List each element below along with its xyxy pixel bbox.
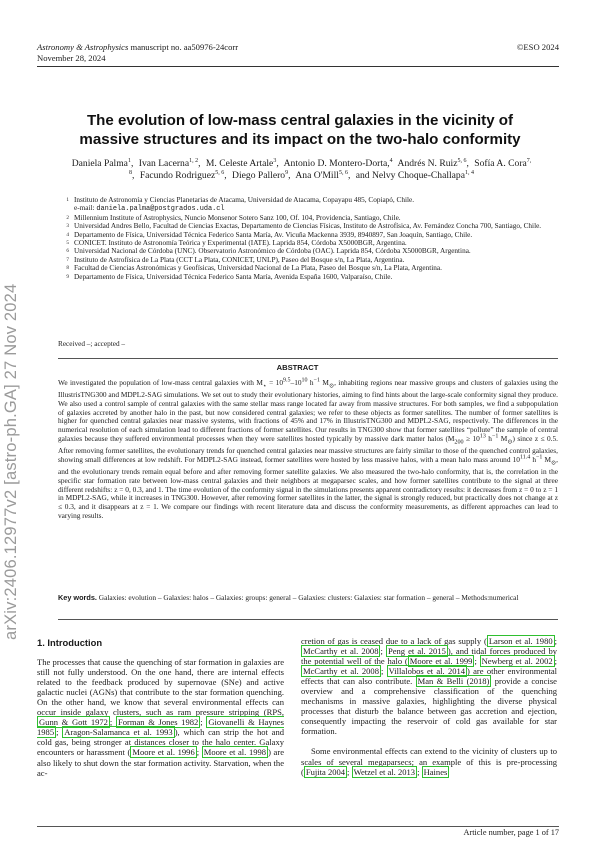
citation-link[interactable]: Forman & Jones 1982 [117, 717, 199, 728]
header-date: November 28, 2024 [37, 52, 106, 63]
author: and Nelvy Choque-Challapa$^{1, 4}$ [355, 169, 474, 181]
column-left [37, 638, 284, 778]
citation-link[interactable]: Moore et al. 1998 [203, 747, 267, 758]
abstract-body [58, 379, 558, 521]
paragraph: Some environmental effects can extend to the vicinity of clusters up to scales of several megaparsecs; an example of this is pre-processing ( Fujita 2004 ; Wetzel et al. 2013 ; Haines [301, 746, 557, 777]
abstract-bottom-rule [58, 619, 558, 620]
footer-rule [37, 826, 559, 827]
citation-link[interactable]: Villalobos et al. 2014 [388, 666, 466, 677]
author: Andrés N. Ruiz$^{5, 6}$ [397, 157, 467, 169]
author: Antonio D. Montero-Dorta,$^4$ [283, 157, 393, 169]
keywords-text: Galaxies: evolution – Galaxies: halos – Galaxies: groups: general – Galaxies: clusters: Galaxies: star formation – general – Methods:numerical [98, 593, 519, 602]
affiliations [58, 196, 545, 281]
citation-link[interactable]: McCarthy et al. 2008 [303, 666, 379, 677]
author: Facundo Rodriguez$^{5, 6}$ [139, 169, 225, 181]
abstract-text: We investigated the population of low-mass central galaxies with $M_⋆ = 10^{9.5}-10^{10}$ $h^{-1}$ $M_⊙$, inhabiting regions near massive groups and clusters of galaxies using the IllustrisTNG300 and MDPL2-SAG simulations. We set out to study their evolutionary histories, aiming to find hints about the large-scale conformity signal they produce. We also used a control sample of central galaxies with the same stellar mass range located far away from massive structures. For both samples, we find a subpopulation of galaxies accreted by another halo in the past, but now considered central galaxies; we refer to these objects as former satellites. The number of former satellites is higher for quenched central galaxies near massive systems, with fractions of 45% and 17% in IllustrisTNG300 and MDPL2-SAG, respectively. The differences in the numerical resolution of each simulation lead to different fractions of former satellites. Our results in TNG300 show that former satellites “pollute” the sample of central galaxies because they suffered environmental processes when they were satellites hosted typically by massive dark matter halos ($M_{200} \ge 10^{13}$ $h^{-1}$ $M_⊙$) since z ≤ 0.5. After removing former satellites, the evolutionary trends for quenched central galaxies near massive structures are fairly similar to those of the quenched control galaxies, showing small differences at low redshift. For MDPL2-SAG instead, former satellites were hosted by less massive halos, with a mean halo mass around $10^{11.4}$ $h^{-1}$ $M_⊙$, and the evolutionary trends remain equal before and after removing former satellite galaxies. We also measured the two-halo conformity, that is, the correlation in the specific star formation rate between low-mass central galaxies and their neighbors at megaparsec scales, and how former satellites contribute to the signal at three different redshifts: z = 0, 0.3, and 1. The time evolution of the conformity signal in the simulations presents apparent contradictory results: it decreases from z = 0 to z = 1 in MDPL2-SAG, while it increases in TNG300. However, after removing former satellites in the latter, the signal is strongly reduced, but practically does not change at z ≤ 0.3, and it disappears at z = 1. We compare our findings with recent literature data and discuss the conformity measurements, as different approaches can lead to varying results. [58, 377, 559, 520]
affiliation: 8 Facultad de Ciencias Astronómicas y Geofísicas, Universidad Nacional de La Plata, Paseo del Bosque s/n, La Plata, Argentina. [66, 264, 442, 273]
author: M. Celeste Artale$^3$ [205, 157, 277, 169]
title-line-1: The evolution of low-mass central galaxies in the vicinity of [86, 112, 514, 129]
paragraph: The processes that cause the quenching of star formation in galaxies are still not fully understood. On the one hand, there are internal effects related to the feedback produced by supernovae (SNe) and active galactic nuclei (AGNs) that contribute to the star formation quenching. On the other hand, we know that several environmental effects can occur inside galaxy clusters, such as ram pressure stripping (RPS, Gunn & Gott 1972 ; Forman & Jones 1982 ; Giovanelli & Haynes 1985 ; Aragon-Salamanca et al. 1993 ), which can strip the hot and cold gas, being stronger at distances closer to the halo center. Galaxy encounters or harassment ( Moore et al. 1996 ; Moore et al. 1998 ) are also likely to shut down the star formation activity. Starvation, when the ac- [37, 657, 285, 778]
affiliation: 3 Universidad Andres Bello, Facultad de Ciencias Exactas, Departamento de Ciencias Físicas, Instituto de Astrofísica, Av. Fernández Concha 700, Santiago, Chile. [66, 222, 542, 231]
affiliation: 1 Instituto de Astronomía y Ciencias Planetarias de Atacama, Universidad de Atacama, Copayapu 485, Copiapó, Chile. e-mail: daniela.palma@postgrados.uda.cl [66, 196, 415, 214]
header-divider [37, 66, 559, 67]
citation-link[interactable]: Larson et al. 1980 [488, 636, 553, 646]
page-footer: Article number, page 1 of 17 [463, 828, 559, 837]
affiliation: 9 Departamento de Física, Universidad Técnica Federico Santa María, Avenida España 1600, Valparaíso, Chile. [66, 272, 393, 281]
received-line: Received –; accepted – [58, 340, 126, 348]
affiliation: 5 CONICET. Instituto de Astronomía Teórica y Experimental (IATE). Laprida 854, Córdoba X5000BGR, Argentina. [66, 239, 407, 248]
citation-link[interactable]: McCarthy et al. 2008 [303, 646, 379, 657]
author: Daniela Palma$^1$ [71, 157, 131, 169]
author-list: Daniela Palma$^1$, Ivan Lacerna$^{1, 2}$, M. Celeste Artale$^3$, Antonio D. Montero-Dorta,$^4$ Andrés N. Ruiz$^{5, 6}$, Sofía A. Cora$^{7, 8}$, Facundo Rodriguez$^{5, 6}$, Diego Pallero$^9$, Ana O'Mill$^{5, 6}$, and Nelvy Choque-Challapa$^{1, 4}$ [71, 157, 532, 181]
citation-link[interactable]: Giovanelli & Haynes 1985 [37, 717, 285, 738]
citation-link[interactable]: Fujita 2004 [305, 766, 346, 777]
paragraph: cretion of gas is ceased due to a lack of gas supply ( Larson et al. 1980 ; McCarthy et al. 2008 ; Peng et al. 2015 ), and tidal forces produced by the potential well of the halo ( Moore et al. 1999 ; Newberg et al. 2002 ; McCarthy et al. 2008 ; Villalobos et al. 2014 ) are other environmental effects that can also contribute. Man & Belli (2018) provide a concise overview and a comprehensive classification of the quenching mechanisms in massive galaxies, highlighting the diverse physical processes that disturb the balance between gas accretion and ejection, consequently impacting the reservoir of cold gas available for star formation. [301, 636, 558, 737]
citation-link[interactable]: Haines [423, 766, 448, 777]
affiliation: 4 Departamento de Física, Universidad Técnica Federico Santa María, Av. Vicuña Mackenna 3939, 8940897, San Joaquín, Santiago, Chile. [66, 230, 473, 239]
keywords [58, 594, 558, 603]
citation-link[interactable]: Gunn & Gott 1972 [39, 717, 108, 728]
affiliation: 7 Instituto de Astrofísica de La Plata (CCT La Plata, CONICET, UNLP), Paseo del Bosque s/n, La Plata, Argentina. [66, 255, 405, 264]
affiliation: 2 Millennium Institute of Astrophysics, Nuncio Monsenor Sotero Sanz 100, Of. 104, Providencia, Santiago, Chile. [66, 213, 401, 222]
journal-header [37, 42, 238, 63]
arxiv-stamp: arXiv:2406.12977v2 [astro-ph.GA] 27 Nov 2024 [2, 283, 20, 640]
citation-link[interactable]: Moore et al. 1999 [409, 656, 473, 667]
keywords-label: Key words. [58, 593, 97, 602]
author: Ana O'Mill$^{5, 6}$ [295, 169, 348, 181]
paper-title [45, 111, 555, 149]
journal-name: Astronomy & Astrophysics [37, 42, 129, 52]
citation-link[interactable]: Man & Belli (2018) [417, 676, 490, 687]
author: Sofía A. Cora$^{7, 8}$ [129, 157, 532, 176]
citation-link[interactable]: Moore et al. 1996 [132, 747, 195, 758]
email-link[interactable]: daniela.palma@postgrados.uda.cl [96, 205, 225, 214]
citation-link[interactable]: Aragon-Salamanca et al. 1993 [64, 727, 173, 738]
copyright: ©ESO 2024 [516, 42, 559, 52]
section-heading: 1. Introduction [37, 637, 103, 648]
affiliation: 6 Universidad Nacional de Córdoba (UNC). Observatorio Astronómico de Córdoba (OAC). Laprida 854, Córdoba X5000BGR, Argentina. [66, 247, 471, 256]
citation-link[interactable]: Wetzel et al. 2013 [353, 766, 416, 777]
title-line-2: massive structures and its impact on the two-halo conformity [79, 131, 521, 148]
column-right [301, 636, 557, 777]
citation-link[interactable]: Newberg et al. 2002 [481, 656, 553, 667]
citation-link[interactable]: Peng et al. 2015 [387, 646, 446, 657]
author: Ivan Lacerna$^{1, 2}$ [138, 157, 199, 169]
author: Diego Pallero$^9$ [232, 169, 289, 181]
manuscript-id: manuscript no. aa50976-24corr [130, 42, 239, 52]
abstract-heading: ABSTRACT [276, 363, 319, 372]
abstract-top-rule [58, 358, 558, 359]
